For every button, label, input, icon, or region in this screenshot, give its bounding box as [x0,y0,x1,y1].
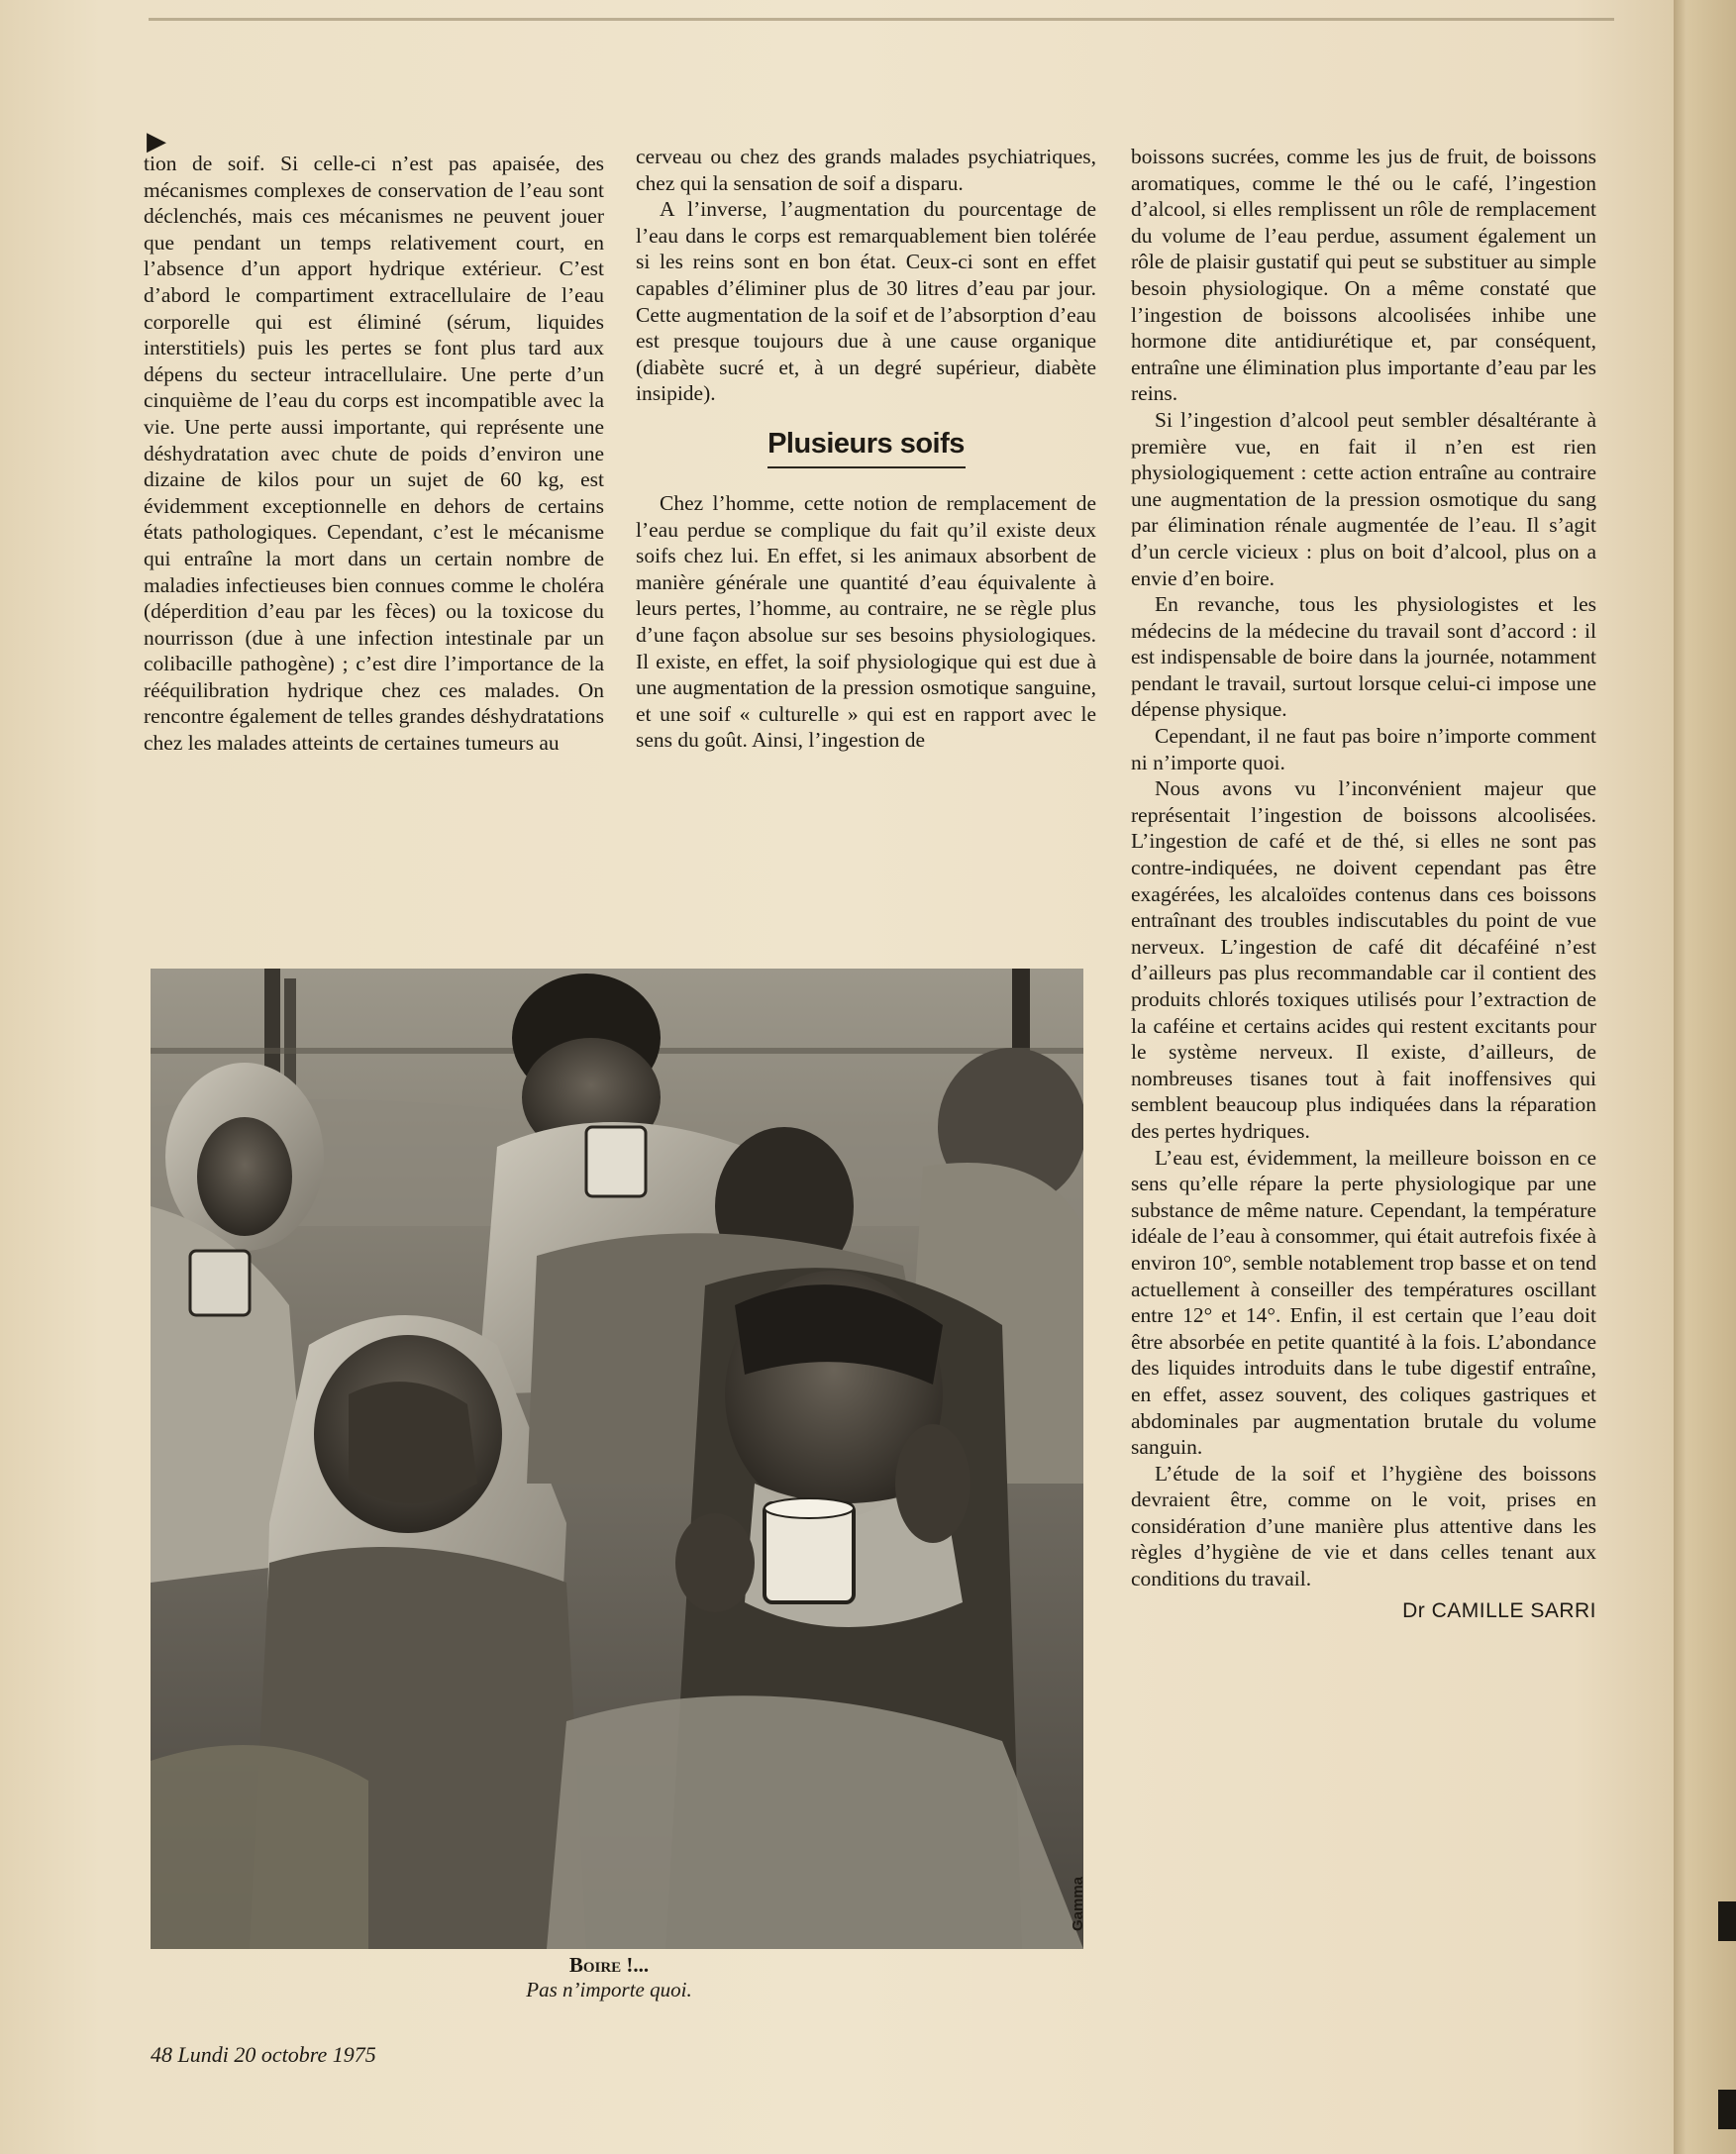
facing-page-edge [1674,0,1736,2154]
caption-title: Boire !... [568,1953,650,1977]
page-folio: 48 Lundi 20 octobre 1975 [151,2042,376,2067]
subheading-rule [767,466,966,468]
edge-mark [1718,1901,1736,1941]
column2-paragraph-1: cerveau ou chez des grands malades psychiatriques, chez qui la sensation de soif a disparu. [636,145,1096,195]
column3-paragraph-1: boissons sucrées, comme les jus de fruit, de boissons aromatiques, comme le thé ou le café, l’ingestion d’alcool, si elles remplissent un rôle de remplacement du volume de l’eau perdue, assument également un rôle de plaisir gustatif qui peut se substituer au simple besoin physiologique. On a même constaté que l’ingestion de boissons alcoolisées inhibe une hormone dite antidiurétique et, par conséquent, entraîne une élimination plus importante d’eau par les reins. [1131,145,1596,406]
photo-credit: Gamma [1070,1876,1086,1931]
article-column-3 [1131,144,1596,1624]
column3-paragraph-7: L’étude de la soif et l’hygiène des boissons devraient être, comme on le voit, prises en considération d’une manière plus attentive dans les règles d’hygiène de vie et dans celles tenant aux conditions du travail. [1131,1461,1596,1591]
news-photograph [151,969,1083,1949]
column3-paragraph-5: Nous avons vu l’inconvénient majeur que représentait l’ingestion de boissons alcoolisées. L’ingestion de café et de thé, si elles ne sont pas contre-indiquées, ne doivent cependant pas être exagérées, les alcaloïdes contenus dans ces boissons entraînant des troubles indiscutables du point de vue nerveux. L’ingestion de café dit décaféiné n’est d’ailleurs pas plus recommandable car il contient des produits chlorés toxiques utilisés pour l’extraction de la caféine et certains acides qui restent excitants pour le système nerveux. Il existe, d’ailleurs, de nombreuses tisanes tout à fait inoffensives qui semblent beaucoup plus indiquées dans la réparation des pertes hydriques. [1131,776,1596,1143]
column3-paragraph-4: Cependant, il ne faut pas boire n’importe comment ni n’importe quoi. [1131,724,1596,774]
edge-mark [1718,2090,1736,2129]
author-signature: Dr CAMILLE SARRI [1402,1598,1596,1622]
caption-subtitle: Pas n’importe quoi. [526,1978,692,2001]
section-subheading: Plusieurs soifs [767,427,965,460]
column1-paragraph-1: tion de soif. Si celle-ci n’est pas apaisée, des mécanismes complexes de conservation de l’eau sont déclenchés, mais ces mécanismes ne peuvent jouer que pendant un temps relativement court, en l’absence d’un apport hydrique extérieur. C’est d’abord le compartiment extracellulaire de l’eau corporelle qui est éliminé (sérum, liquides interstitiels) puis les pertes se font plus tard aux dépens du secteur intracellulaire. Une perte d’un cinquième de l’eau du corps est incompatible avec la vie. Une perte aussi importante, qui représente une déshydratation avec chute de poids d’environ une dizaine de kilos pour un sujet de 60 kg, est évidemment exceptionnelle en dehors de certains états pathologiques. Cependant, c’est le mécanisme qui entraîne la mort dans un certain nombre de maladies infectieuses bien connues comme le choléra (déperdition d’eau par les fèces) ou la toxicose du nourrisson (due à une infection intestinale par un colibacille pathogène) ; c’est dire l’importance de la rééquilibration hydrique chez ces malades. On rencontre également de telles grandes déshydratations chez les malades atteints de certaines tumeurs au [144,152,604,756]
photo-caption [446,1953,772,2002]
top-rule [149,18,1614,21]
column2-paragraph-3: Chez l’homme, cette notion de remplacement de l’eau perdue se complique du fait qu’il existe deux soifs chez lui. En effet, si les animaux absorbent de manière générale une quantité d’eau équivalente à leurs pertes, l’homme, au contraire, ne se règle plus d’une façon absolue sur ses besoins physiologiques. Il existe, en effet, la soif physiologique qui est due à une augmentation de la pression osmotique sanguine, et une soif « culturelle » qui est en rapport avec le sens du goût. Ainsi, l’ingestion de [636,490,1096,753]
column3-paragraph-3: En revanche, tous les physiologistes et les médecins de la médecine du travail sont d’accord : il est indispensable de boire dans la journée, notamment pendant le travail, surtout lorsque celui-ci impose une dépense physique. [1131,592,1596,722]
photo-illustration [151,969,1083,1949]
column3-paragraph-2: Si l’ingestion d’alcool peut sembler désaltérante à première vue, en fait il n’en est rien physiologiquement : cette action entraîne au contraire une augmentation de la pression osmotique du sang par élimination rénale augmentée de l’eau. Il s’agit d’un cercle vicieux : plus on boit d’alcool, plus on a envie d’en boire. [1131,407,1596,590]
column3-paragraph-6: L’eau est, évidemment, la meilleure boisson en ce sens qu’elle répare la perte physiologique par une substance de même nature. Cependant, la température idéale de l’eau à consommer, qui était autrefois fixée à environ 10°, semble notablement trop basse et on tend actuellement à conseiller des températures oscillant entre 12° et 14°. Enfin, il est certain que l’eau doit être absorbée en petite quantité à la fois. L’abondance des liquides introduits dans le tube digestif entraîne, en effet, assez souvent, des coliques gastriques et abdominales par augmentation brutale du volume sanguin. [1131,1145,1596,1460]
column2-paragraph-2: A l’inverse, l’augmentation du pourcentage de l’eau dans le corps est remarquablement bien tolérée si les reins sont en bon état. Ceux-ci sont en effet capables d’éliminer plus de 30 litres d’eau par jour. Cette augmentation de la soif et de l’absorption d’eau est presque toujours due à une cause organique (diabète sucré et, à un degré supérieur, diabète insipide). [636,197,1096,406]
continuation-arrow-icon: ▶ [147,127,166,156]
article-column-1 [144,151,604,757]
article-column-2 [636,144,1096,754]
